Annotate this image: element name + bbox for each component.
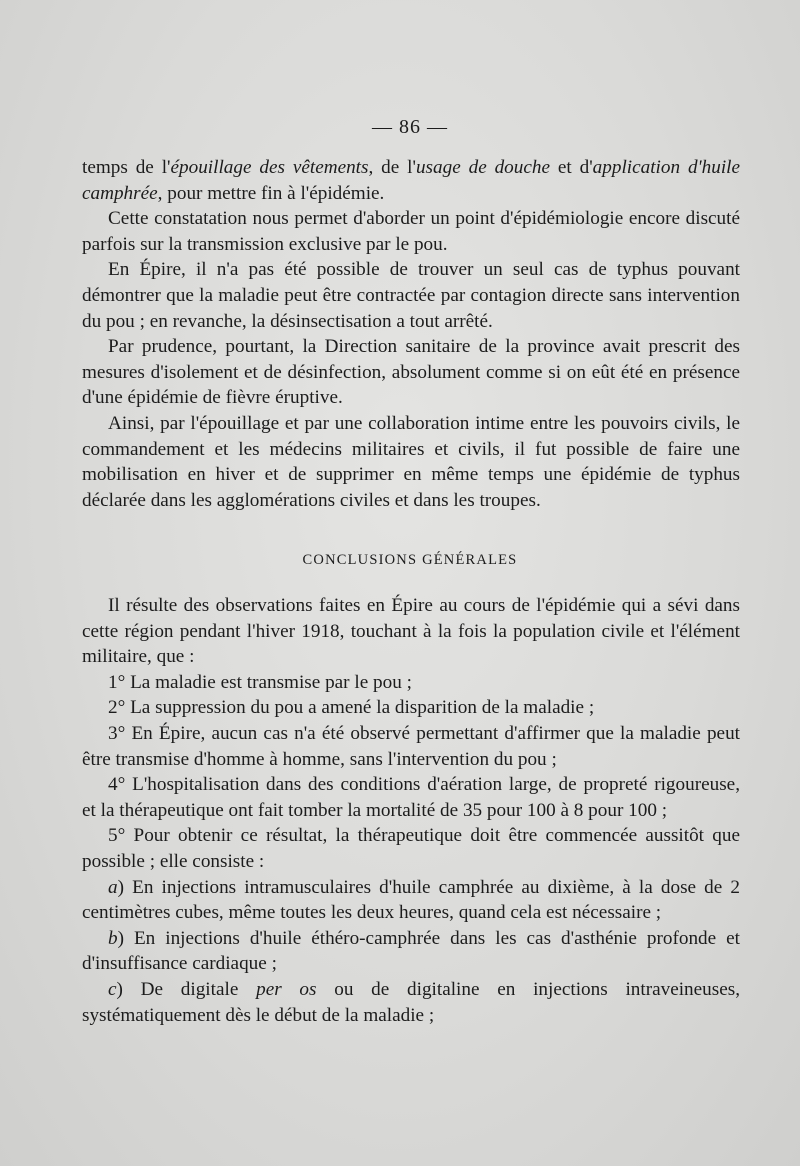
text-run: , pour mettre fin à l'épidémie. <box>157 182 385 204</box>
text-run: , de l' <box>368 157 416 178</box>
text-run: ) En injections intramusculaires d'huile camphrée au dixième, à la dose de 2 centimètres cubes, même toutes les deux heures, quand cela est nécessaire ; <box>82 876 740 924</box>
paragraph: Par prudence, pourtant, la Direction sanitaire de la province avait prescrit des mesures d'isolement et de désinfection, absolument comme si on eût été en présence d'une épidémie de fièvre éruptive. <box>82 336 740 409</box>
text-run: et d' <box>550 157 593 178</box>
sub-item-letter: c <box>108 978 117 1000</box>
body-text-conclusions <box>82 593 740 1028</box>
text-run: temps de l' <box>82 157 171 178</box>
list-item: 2° La suppression du pou a amené la disparition de la maladie ; <box>108 697 595 719</box>
italic-run: épouillage des vêtements <box>170 157 369 178</box>
italic-run: application d'huile camphrée <box>82 157 741 204</box>
list-item: 4° L'hospitalisation dans des conditions d'aération large, de propreté rigoureuse, et la thérapeutique ont fait tomber la mortalité de 35 pour 100 à 8 pour 100 ; <box>82 774 740 821</box>
italic-run: per os <box>256 978 317 1000</box>
page-number: — 86 — <box>372 116 448 138</box>
list-item: 1° La maladie est transmise par le pou ; <box>108 671 412 693</box>
paragraph: En Épire, il n'a pas été possible de trouver un seul cas de typhus pouvant démontrer que la maladie peut être contractée par contagion directe sans intervention du pou ; en revanche, la désinsectisation a tout arrêté. <box>82 259 740 332</box>
text-run: ou de digitaline en injections intraveineuses, systématiquement dès le début de la maladie ; <box>82 978 740 1026</box>
sub-item-letter: a <box>108 876 118 898</box>
paragraph: Ainsi, par l'épouillage et par une collaboration intime entre les pouvoirs civils, le commandement et les médecins militaires et civils, il fut possible de faire une mobilisation en hiver et de supprimer en même temps une épidémie de typhus déclarée dans les agglomérations civiles et dans les troupes. <box>82 412 740 511</box>
section-heading: CONCLUSIONS GÉNÉRALES <box>302 552 518 568</box>
text-run: ) De digitale <box>116 978 257 1000</box>
list-item: 3° En Épire, aucun cas n'a été observé permettant d'affirmer que la maladie peut être transmise d'homme à homme, sans l'intervention du pou ; <box>82 722 740 770</box>
sub-item-letter: b <box>108 927 118 949</box>
paragraph: Cette constatation nous permet d'aborder un point d'épidémiologie encore discuté parfois sur la transmission exclusive par le pou. <box>82 208 740 255</box>
sub-item <box>82 977 740 1028</box>
italic-run: usage de douche <box>415 157 550 178</box>
paragraph-continued <box>82 155 740 206</box>
text-run: ) En injections d'huile éthéro-camphrée dans les cas d'asthénie profonde et d'insuffisance cardiaque ; <box>82 927 740 975</box>
paragraph: Il résulte des observations faites en Épire au cours de l'épidémie qui a sévi dans cette région pendant l'hiver 1918, touchant à la fois la population civile et l'élément militaire, que : <box>82 595 740 668</box>
body-text-top <box>82 155 740 513</box>
list-item: 5° Pour obtenir ce résultat, la thérapeutique doit être commencée aussitôt que possible ; elle consiste : <box>82 825 740 872</box>
sub-item <box>82 875 740 926</box>
sub-item <box>82 926 740 977</box>
